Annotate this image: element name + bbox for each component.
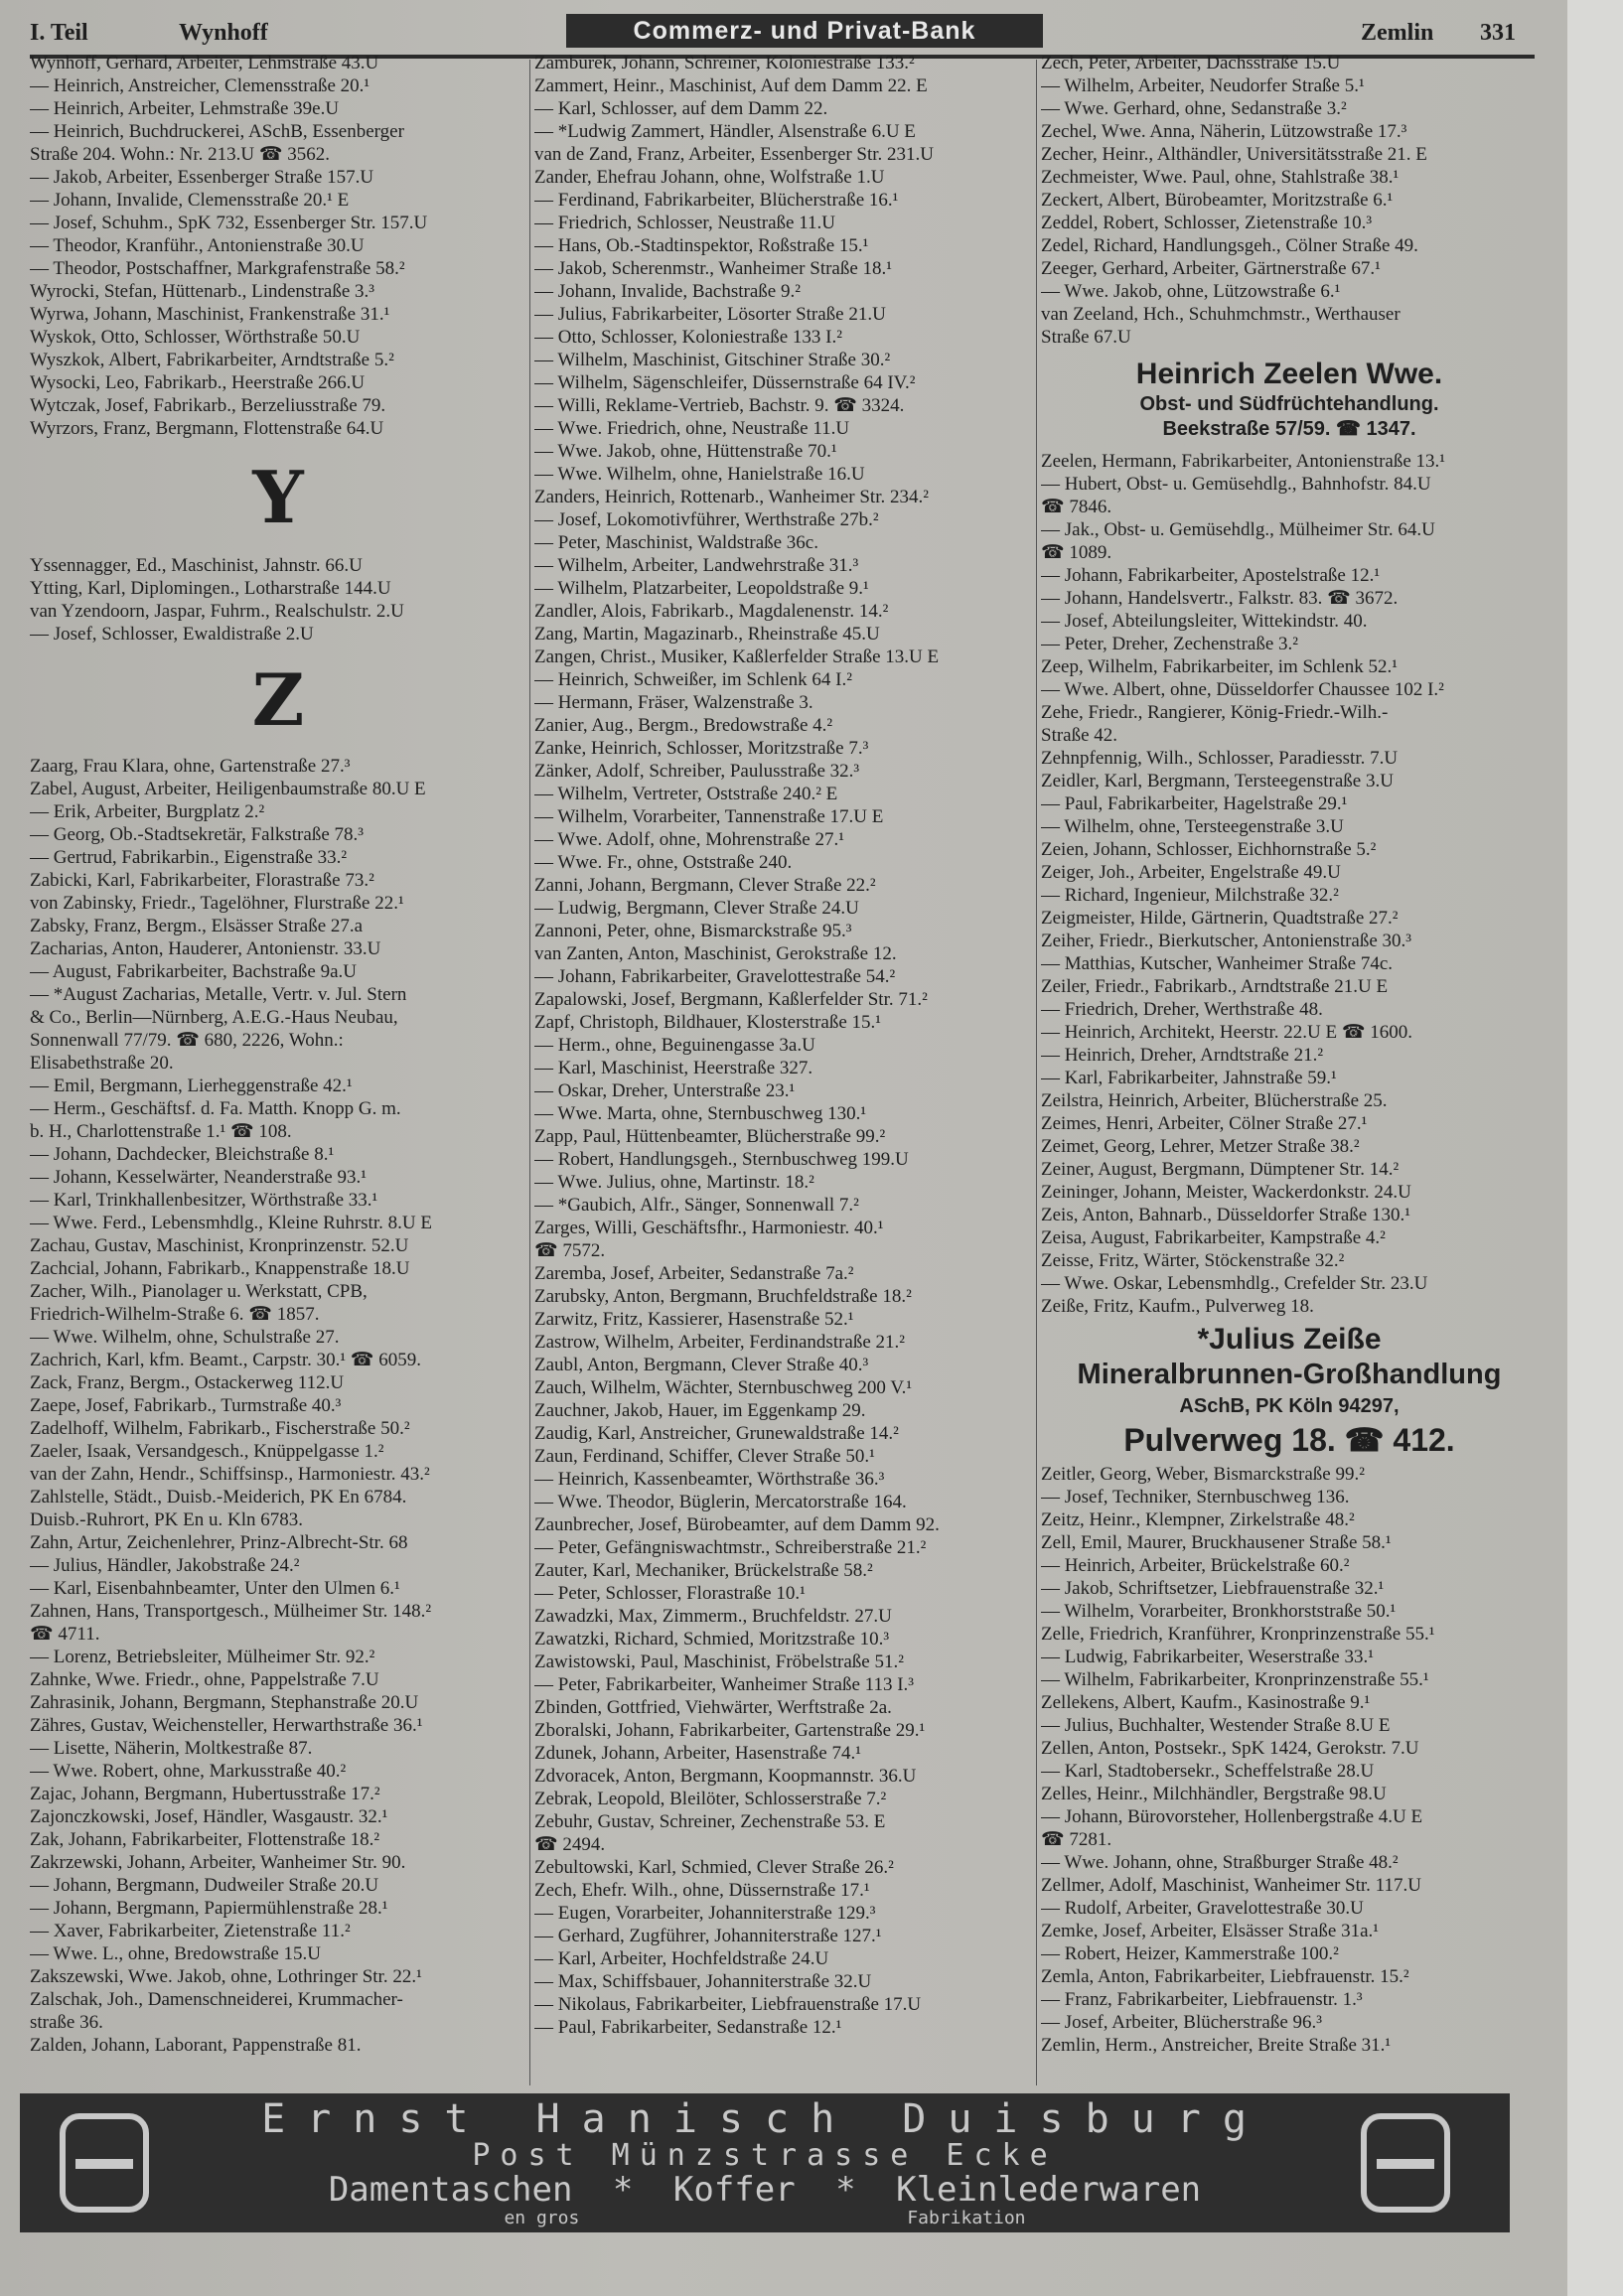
list-item: Zanders, Heinrich, Rottenarb., Wanheimer Str. 234.² [534,487,929,507]
list-item: — Heinrich, Architekt, Heerstr. 22.U E ☎ 1600. [1041,1022,1413,1043]
advertisement-line: Heinrich Zeelen Wwe. [1135,358,1443,390]
list-item: Zeitler, Georg, Weber, Bismarckstraße 99.² [1041,1464,1365,1485]
list-item: — Nikolaus, Fabrikarbeiter, Liebfrauenstraße 17.U [534,1994,922,2015]
list-item: — Karl, Fabrikarbeiter, Jahnstraße 59.¹ [1041,1068,1337,1088]
list-item: Zabsky, Franz, Bergm., Elsässer Straße 27.a [30,916,364,936]
list-item: & Co., Berlin—Nürnberg, A.E.G.-Haus Neubau, [30,1007,398,1028]
list-item: ☎ 4711. [30,1624,100,1645]
list-item: Zeien, Johann, Schlosser, Eichhornstraße 5.² [1041,839,1377,860]
advert-note-mid: en gros [504,2208,580,2228]
list-item: Zapalowski, Josef, Bergmann, Kaßlerfelder Str. 71.² [534,989,928,1010]
list-item: Zawistowski, Paul, Maschinist, Fröbelstraße 51.² [534,1651,904,1672]
list-item: Zabel, August, Arbeiter, Heiligenbaumstraße 80.U E [30,779,426,799]
list-item: Wyrzors, Franz, Bergmann, Flottenstraße 64.U [30,418,384,439]
list-item: — Eugen, Vorarbeiter, Johanniterstraße 129.³ [534,1903,876,1924]
list-item: — Julius, Fabrikarbeiter, Lösorter Straße 21.U [534,304,886,325]
list-item: — Wwe. Oskar, Lebensmhdlg., Crefelder Str. 23.U [1041,1273,1428,1294]
list-item: Zaarg, Frau Klara, ohne, Gartenstraße 27.³ [30,756,351,777]
list-item: Zauter, Karl, Mechaniker, Brückelstraße 58.² [534,1560,873,1581]
list-item: — Karl, Maschinist, Heerstraße 327. [534,1058,813,1078]
list-item: — Josef, Techniker, Sternbuschweg 136. [1041,1487,1350,1507]
list-item: Zacharias, Anton, Hauderer, Antonienstr. 33.U [30,938,381,959]
list-item: — Max, Schiffsbauer, Johanniterstraße 32.U [534,1971,872,1992]
list-item: van der Zahn, Hendr., Schiffsinsp., Harmoniestr. 43.² [30,1464,430,1485]
first-entry: Wynhoff [179,20,268,46]
list-item: Zaudig, Karl, Anstreicher, Grunewaldstraße 14.² [534,1423,899,1444]
list-item: — Wwe. Wilhelm, ohne, Hanielstraße 16.U [534,464,865,485]
list-item: Zeidler, Karl, Bergmann, Tersteegenstraße 3.U [1041,771,1394,791]
list-item: van Yzendoorn, Jaspar, Fuhrm., Realschulstr. 2.U [30,601,404,622]
list-item: Zeilstra, Heinrich, Arbeiter, Blücherstraße 25. [1041,1090,1388,1111]
list-item: — Johann, Kesselwärter, Neanderstraße 93.¹ [30,1167,367,1188]
list-item: — Josef, Lokomotivführer, Werthstraße 27b.² [534,509,879,530]
list-item: — Wilhelm, ohne, Tersteegenstraße 3.U [1041,816,1344,837]
list-item: — Karl, Stadtobersekr., Scheffelstraße 28.U [1041,1761,1375,1782]
list-item: Elisabethstraße 20. [30,1053,174,1074]
list-item: — Emil, Bergmann, Lierheggenstraße 42.¹ [30,1076,353,1096]
list-item: — Peter, Gefängniswachtmstr., Schreiberstraße 21.² [534,1537,927,1558]
list-item: Zeckert, Albert, Bürobeamter, Moritzstraße 6.¹ [1041,190,1394,211]
list-item: Zaubl, Anton, Bergmann, Clever Straße 40.³ [534,1355,869,1375]
part-label: I. Teil [30,20,88,46]
list-item: Zehnpfennig, Wilh., Schlosser, Paradiesstr. 7.U [1041,748,1399,769]
list-item: — Heinrich, Buchdruckerei, ASchB, Essenberger [30,121,404,142]
list-item: Zehe, Friedr., Rangierer, König-Friedr.-Wilh.- [1041,702,1389,723]
list-item: Zachrich, Karl, kfm. Beamt., Carpstr. 30.¹ ☎ 6059. [30,1350,421,1370]
list-item: Zähres, Gustav, Weichensteller, Herwarthstraße 36.¹ [30,1715,423,1736]
list-item: — Herm., ohne, Beguinengasse 3a.U [534,1035,815,1056]
list-item: — Wwe. Friedrich, ohne, Neustraße 11.U [534,418,850,439]
list-item: Wytczak, Josef, Fabrikarb., Berzeliusstraße 79. [30,395,386,416]
list-item: — Karl, Trinkhallenbesitzer, Wörthstraße 33.¹ [30,1190,378,1211]
list-item: — Hermann, Fräser, Walzenstraße 3. [534,692,813,713]
list-item: Zaun, Ferdinand, Schiffer, Clever Straße 50.¹ [534,1446,875,1467]
list-item: Zalschak, Joh., Damenschneiderei, Krummacher- [30,1989,403,2010]
list-item: — Johann, Bergmann, Dudweiler Straße 20.U [30,1875,379,1896]
list-item: — Heinrich, Arbeiter, Lehmstraße 39e.U [30,98,340,119]
list-item: — Wwe. Robert, ohne, Markusstraße 40.² [30,1761,347,1782]
list-item: — Heinrich, Schweißer, im Schlenk 64 I.² [534,669,852,690]
advertisement-line: Pulverweg 18. ☎ 412. [1123,1422,1455,1458]
list-item: — *Ludwig Zammert, Händler, Alsenstraße 6.U E [534,121,916,142]
list-item: Zander, Ehefrau Johann, ohne, Wolfstraße 1.U [534,167,885,188]
list-item: — Robert, Handlungsgeh., Sternbuschweg 199.U [534,1149,909,1170]
list-item: — Julius, Händler, Jakobstraße 24.² [30,1555,300,1576]
advertisement [1041,349,1538,450]
advert-products: Damentaschen * Koffer * Kleinlederwaren [328,2170,1202,2210]
advert-street: Post Münzstrasse Ecke [472,2138,1058,2173]
list-item: Zeiler, Friedr., Fabrikarb., Arndtstraße 21.U E [1041,976,1389,997]
list-item: — Heinrich, Kassenbeamter, Wörthstraße 36.³ [534,1469,885,1490]
page-number: 331 [1480,20,1516,46]
list-item: Zahnen, Hans, Transportgesch., Mülheimer Str. 148.² [30,1601,432,1622]
list-item: Zech, Ehefr. Wilh., ohne, Düssernstraße 17.¹ [534,1880,870,1901]
list-item: Zech, Peter, Arbeiter, Dachsstraße 15.U [1041,53,1341,73]
handbag-icon [60,2113,149,2213]
list-item: — Wilhelm, Arbeiter, Landwehrstraße 31.³ [534,555,859,576]
list-item: Zamburek, Johann, Schreiner, Koloniestraße 133.² [534,53,915,73]
list-item: Zastrow, Wilhelm, Arbeiter, Ferdinandstraße 21.² [534,1332,905,1353]
list-item: Wysocki, Leo, Fabrikarb., Heerstraße 266.U [30,372,366,393]
advertisement [1041,1318,1538,1463]
list-item: — Wwe. Ferd., Lebensmhdlg., Kleine Ruhrstr. 8.U E [30,1213,432,1233]
list-item: Zaremba, Josef, Arbeiter, Sedanstraße 7a.² [534,1263,854,1284]
list-item: — *Gaubich, Alfr., Sänger, Sonnenwall 7.² [534,1195,859,1216]
list-item: Zahrasinik, Johann, Bergmann, Stephanstraße 20.U [30,1692,419,1713]
list-item: Straße 67.U [1041,327,1131,348]
list-item: — Jak., Obst- u. Gemüsehdlg., Mülheimer Str. 64.U [1041,519,1435,540]
list-item: Yssennagger, Ed., Maschinist, Jahnstr. 66.U [30,555,363,576]
list-item: Zellekens, Albert, Kaufm., Kasinostraße 9.¹ [1041,1692,1371,1713]
list-item: van Zanten, Anton, Maschinist, Gerokstraße 12. [534,943,897,964]
list-item: Ytting, Karl, Diplomingen., Lotharstraße 144.U [30,578,391,599]
list-item: — Theodor, Kranführ., Antonienstraße 30.U [30,235,365,256]
list-item: Zakszewski, Wwe. Jakob, ohne, Lothringer Str. 22.¹ [30,1966,422,1987]
list-item: — Wwe. Theodor, Büglerin, Mercatorstraße 164. [534,1492,907,1512]
list-item: Zak, Johann, Fabrikarbeiter, Flottenstraße 18.² [30,1829,380,1850]
list-item: — Josef, Schuhm., SpK 732, Essenberger Str. 157.U [30,213,428,233]
list-item: — Johann, Bergmann, Papiermühlenstraße 28.¹ [30,1898,388,1919]
list-item: — Matthias, Kutscher, Wanheimer Straße 74c. [1041,953,1394,974]
list-item: Zechel, Wwe. Anna, Näherin, Lützowstraße 17.³ [1041,121,1407,142]
list-item: — Josef, Schlosser, Ewaldistraße 2.U [30,624,314,645]
list-item: Zemlin, Herm., Anstreicher, Breite Straße 31.¹ [1041,2035,1392,2056]
list-item: — Ludwig, Bergmann, Clever Straße 24.U [534,898,859,919]
list-item: Zajac, Johann, Bergmann, Hubertusstraße 17.² [30,1784,380,1804]
list-item: Zeiner, August, Bergmann, Dümptener Str. 14.² [1041,1159,1400,1180]
list-item: Zabicki, Karl, Fabrikarbeiter, Florastraße 73.² [30,870,374,891]
list-item: Zellmer, Adolf, Maschinist, Wanheimer Str. 117.U [1041,1875,1421,1896]
list-item: — Johann, Fabrikarbeiter, Apostelstraße 12.¹ [1041,565,1381,586]
list-item: — Wilhelm, Vorarbeiter, Tannenstraße 17.U E [534,806,884,827]
list-item: — Wwe. Fr., ohne, Oststraße 240. [534,852,793,873]
list-item: Zakrzewski, Johann, Arbeiter, Wanheimer Str. 90. [30,1852,406,1873]
list-item: Zawadzki, Max, Zimmerm., Bruchfeldstr. 27.U [534,1606,892,1627]
list-item: — Johann, Invalide, Clemensstraße 20.¹ E [30,190,350,211]
list-item: — Willi, Reklame-Vertrieb, Bachstr. 9. ☎ 3324. [534,395,905,416]
list-item: Zahnke, Wwe. Friedr., ohne, Pappelstraße 7.U [30,1669,379,1690]
list-item: — Robert, Heizer, Kammerstraße 100.² [1041,1943,1339,1964]
list-item: — August, Fabrikarbeiter, Bachstraße 9a.U [30,961,358,982]
list-item: Zahn, Artur, Zeichenlehrer, Prinz-Albrecht-Str. 68 [30,1532,408,1553]
list-item: van de Zand, Franz, Arbeiter, Essenberger Str. 231.U [534,144,935,165]
list-item: — Johann, Fabrikarbeiter, Gravelottestraße 54.² [534,966,896,987]
list-item: — Gertrud, Fabrikarbin., Eigenstraße 33.² [30,847,348,868]
list-item: Zeelen, Hermann, Fabrikarbeiter, Antonienstraße 13.¹ [1041,451,1445,472]
list-item: — Julius, Buchhalter, Westender Straße 8.U E [1041,1715,1391,1736]
list-item: — Wwe. Jakob, ohne, Hüttenstraße 70.¹ [534,441,837,462]
list-item: Zänker, Adolf, Schreiber, Paulusstraße 32.³ [534,761,860,782]
list-item: Zdunek, Johann, Arbeiter, Hasenstraße 74.¹ [534,1743,861,1764]
list-item: — Xaver, Fabrikarbeiter, Zietenstraße 11.² [30,1921,351,1941]
list-item: Wyszkok, Albert, Fabrikarbeiter, Arndtstraße 5.² [30,350,394,370]
list-item: Zangen, Christ., Musiker, Kaßlerfelder Straße 13.U E [534,646,940,667]
list-item: Zarges, Willi, Geschäftsfhr., Harmoniestr. 40.¹ [534,1218,884,1238]
list-item: ☎ 1089. [1041,542,1112,563]
advertisement-line: Obst- und Südfrüchtehandlung. [1139,393,1439,415]
list-item: — Peter, Fabrikarbeiter, Wanheimer Straße 113 I.³ [534,1674,914,1695]
list-item: Zell, Emil, Maurer, Bruckhausener Straße 58.¹ [1041,1532,1392,1553]
column-divider [529,60,530,2085]
list-item: Zeininger, Johann, Meister, Wackerdonkstr. 24.U [1041,1182,1411,1203]
list-item: — Ferdinand, Fabrikarbeiter, Blücherstraße 16.¹ [534,190,899,211]
list-item: Zeisa, August, Fabrikarbeiter, Kampstraße 4.² [1041,1227,1386,1248]
list-item: — Josef, Arbeiter, Blücherstraße 96.³ [1041,2012,1322,2033]
list-item: — Wwe. Albert, ohne, Düsseldorfer Chaussee 102 I.² [1041,679,1444,700]
list-item: Zack, Franz, Bergm., Ostackerweg 112.U [30,1372,345,1393]
list-item: Sonnenwall 77/79. ☎ 680, 2226, Wohn.: [30,1030,344,1051]
list-item: Duisb.-Ruhrort, PK En u. Kln 6783. [30,1509,303,1530]
list-item: Zeeger, Gerhard, Arbeiter, Gärtnerstraße 67.¹ [1041,258,1381,279]
list-item: Wyskok, Otto, Schlosser, Wörthstraße 50.U [30,327,361,348]
list-item: Zelles, Heinr., Milchhändler, Bergstraße 98.U [1041,1784,1387,1804]
list-item: Zandler, Alois, Fabrikarb., Magdalenenstr. 14.² [534,601,889,622]
list-item: Zeep, Wilhelm, Fabrikarbeiter, im Schlenk 52.¹ [1041,656,1398,677]
list-item: — Johann, Handelsvertr., Falkstr. 83. ☎ 3672. [1041,588,1399,609]
list-item: — Wwe. Gerhard, ohne, Sedanstraße 3.² [1041,98,1347,119]
list-item: — Gerhard, Zugführer, Johanniterstraße 127.¹ [534,1926,882,1946]
list-item: Zarwitz, Fritz, Kassierer, Hasenstraße 52.¹ [534,1309,854,1330]
list-item: straße 36. [30,2012,103,2033]
list-item: — Josef, Abteilungsleiter, Wittekindstr. 40. [1041,611,1368,632]
list-item: — Heinrich, Anstreicher, Clemensstraße 20.¹ [30,75,370,96]
list-item: Zauchner, Jakob, Hauer, im Eggenkamp 29. [534,1400,866,1421]
list-item: — Karl, Eisenbahnbeamter, Unter den Ulmen 6.¹ [30,1578,400,1599]
list-item: — Ludwig, Fabrikarbeiter, Weserstraße 33.¹ [1041,1647,1374,1667]
list-item: Zachau, Gustav, Maschinist, Kronprinzenstr. 52.U [30,1235,409,1256]
list-item: — Johann, Bürovorsteher, Hollenbergstraße 4.U E [1041,1806,1423,1827]
list-item: Zajonczkowski, Josef, Händler, Wasgaustr. 32.¹ [30,1806,388,1827]
list-item: — Herm., Geschäftsf. d. Fa. Matth. Knopp G. m. [30,1098,401,1119]
list-item: Zaeler, Isaak, Versandgesch., Knüppelgasse 1.² [30,1441,384,1462]
list-item: Zemla, Anton, Fabrikarbeiter, Liebfrauenstr. 15.² [1041,1966,1409,1987]
list-item: b. H., Charlottenstraße 1.¹ ☎ 108. [30,1121,292,1142]
section-letter: Z [251,657,305,742]
advertisement-line: Beekstraße 57/59. ☎ 1347. [1162,418,1416,440]
column-3 [1041,52,1538,2057]
advertisement-line: ASchB, PK Köln 94297, [1179,1395,1400,1417]
list-item: — Jakob, Arbeiter, Essenberger Straße 157.U [30,167,374,188]
list-item: Zebultowski, Karl, Schmied, Clever Straße 26.² [534,1857,894,1878]
list-item: — Hubert, Obst- u. Gemüsehdlg., Bahnhofstr. 84.U [1041,474,1431,495]
list-item: Friedrich-Wilhelm-Straße 6. ☎ 1857. [30,1304,320,1325]
list-item: — Wilhelm, Arbeiter, Neudorfer Straße 5.¹ [1041,75,1365,96]
list-item: — Heinrich, Dreher, Arndtstraße 21.² [1041,1045,1324,1066]
list-item: Zahlstelle, Städt., Duisb.-Meiderich, PK En 6784. [30,1487,407,1507]
list-item: Zeisse, Fritz, Wärter, Stöckenstraße 32.² [1041,1250,1345,1271]
list-item: Zaepe, Josef, Fabrikarb., Turmstraße 40.³ [30,1395,342,1416]
list-item: — Wwe. L., ohne, Bredowstraße 15.U [30,1943,322,1964]
list-item: — Wilhelm, Vorarbeiter, Bronkhorststraße 50.¹ [1041,1601,1397,1622]
list-item: Zapp, Paul, Hüttenbeamter, Blücherstraße 99.² [534,1126,886,1147]
list-item: Wynhoff, Gerhard, Arbeiter, Lehmstraße 43.U [30,53,379,73]
list-item: Wyrwa, Johann, Maschinist, Frankenstraße 31.¹ [30,304,390,325]
list-item: Zachcial, Johann, Fabrikarb., Knappenstraße 18.U [30,1258,410,1279]
list-item: — Wwe. Marta, ohne, Sternbuschweg 130.¹ [534,1103,867,1124]
list-item: Zbinden, Gottfried, Viehwärter, Werftstraße 2a. [534,1697,892,1718]
list-item: — Wwe. Julius, ohne, Martinstr. 18.² [534,1172,814,1193]
list-item: ☎ 7281. [1041,1829,1112,1850]
advertisement-line: Mineralbrunnen-Großhandlung [1077,1359,1502,1390]
list-item: — *August Zacharias, Metalle, Vertr. v. Jul. Stern [30,984,407,1005]
list-item: Zelle, Friedrich, Kranführer, Kronprinzenstraße 55.¹ [1041,1624,1435,1645]
list-item: — Theodor, Postschaffner, Markgrafenstraße 58.² [30,258,405,279]
suitcase-icon [1361,2113,1450,2213]
list-item: Zeis, Anton, Bahnarb., Düsseldorfer Straße 130.¹ [1041,1205,1410,1225]
list-item: ☎ 2494. [534,1834,606,1855]
list-item: — Friedrich, Schlosser, Neustraße 11.U [534,213,835,233]
advert-name: Ernst Hanisch Duisburg [261,2096,1268,2142]
list-item: Zeimes, Henri, Arbeiter, Cölner Straße 27.¹ [1041,1113,1368,1134]
list-item: Zanke, Heinrich, Schlosser, Moritzstraße 7.³ [534,738,869,759]
list-item: — Heinrich, Arbeiter, Brückelstraße 60.² [1041,1555,1350,1576]
list-item: — Jakob, Scherenmstr., Wanheimer Straße 18.¹ [534,258,892,279]
list-item: Zanier, Aug., Bergm., Bredowstraße 4.² [534,715,833,736]
list-item: Zecher, Heinr., Althändler, Universitätsstraße 21. E [1041,144,1427,165]
list-item: — Otto, Schlosser, Koloniestraße 133 I.² [534,327,842,348]
list-item: Zammert, Heinr., Maschinist, Auf dem Damm 22. E [534,75,928,96]
list-item: — Karl, Arbeiter, Hochfeldstraße 24.U [534,1948,829,1969]
list-item: Zebuhr, Gustav, Schreiner, Zechenstraße 53. E [534,1811,886,1832]
list-item: Zeddel, Robert, Schlosser, Zietenstraße 10.³ [1041,213,1373,233]
section-letter: Y [252,455,304,539]
list-item: — Richard, Ingenieur, Milchstraße 32.² [1041,885,1339,906]
column-divider [1036,60,1037,2085]
list-item: — Hans, Ob.-Stadtinspektor, Roßstraße 15.¹ [534,235,869,256]
column-1 [30,52,526,2057]
list-item: ☎ 7572. [534,1240,606,1261]
list-item: van Zeeland, Hch., Schuhmchmstr., Werthauser [1041,304,1401,325]
list-item: Zellen, Anton, Postsekr., SpK 1424, Gerokstr. 7.U [1041,1738,1419,1759]
list-item: ☎ 7846. [1041,497,1112,517]
list-item: — Wwe. Adolf, ohne, Mohrenstraße 27.¹ [534,829,844,850]
list-item: Zeiße, Fritz, Kaufm., Pulverweg 18. [1041,1296,1314,1317]
list-item: Zedel, Richard, Handlungsgeh., Cölner Straße 49. [1041,235,1418,256]
list-item: — Peter, Maschinist, Waldstraße 36c. [534,532,818,553]
list-item: — Oskar, Dreher, Unterstraße 23.¹ [534,1080,796,1101]
list-item: Zang, Martin, Magazinarb., Rheinstraße 45.U [534,624,880,645]
list-item: — Karl, Schlosser, auf dem Damm 22. [534,98,828,119]
list-item: — Wilhelm, Fabrikarbeiter, Kronprinzenstraße 55.¹ [1041,1669,1429,1690]
list-item: — Erik, Arbeiter, Burgplatz 2.² [30,801,265,822]
list-item: Wyrocki, Stefan, Hüttenarb., Lindenstraße 3.³ [30,281,374,302]
list-item: — Jakob, Schriftsetzer, Liebfrauenstraße 32.¹ [1041,1578,1385,1599]
list-item: Zacher, Wilh., Pianolager u. Werkstatt, CPB, [30,1281,368,1302]
list-item: — Wwe. Wilhelm, ohne, Schulstraße 27. [30,1327,340,1348]
list-item: Straße 204. Wohn.: Nr. 213.U ☎ 3562. [30,144,331,165]
list-item: Zechmeister, Wwe. Paul, ohne, Stahlstraße 38.¹ [1041,167,1400,188]
list-item: Zboralski, Johann, Fabrikarbeiter, Gartenstraße 29.¹ [534,1720,926,1741]
list-item: — Franz, Fabrikarbeiter, Liebfrauenstr. 1.³ [1041,1989,1363,2010]
list-item: — Peter, Dreher, Zechenstraße 3.² [1041,634,1298,654]
list-item: Zauch, Wilhelm, Wächter, Sternbuschweg 200 V.¹ [534,1377,913,1398]
list-item: Zapf, Christoph, Bildhauer, Klosterstraße 15.¹ [534,1012,881,1033]
bank-advert: Commerz- und Privat-Bank [566,14,1043,48]
footer-advert [20,2093,1510,2232]
list-item: Zeiger, Joh., Arbeiter, Engelstraße 49.U [1041,862,1341,883]
list-item: von Zabinsky, Friedr., Tagelöhner, Flurstraße 22.¹ [30,893,404,914]
list-item: — Georg, Ob.-Stadtsekretär, Falkstraße 78.³ [30,824,364,845]
list-item: Zarubsky, Anton, Bergmann, Bruchfeldstraße 18.² [534,1286,912,1307]
advertisement-line: *Julius Zeiße [1197,1323,1382,1356]
list-item: Zawatzki, Richard, Schmied, Moritzstraße 10.³ [534,1629,890,1650]
list-item: Zeiher, Friedr., Bierkutscher, Antonienstraße 30.³ [1041,931,1411,951]
list-item: — Rudolf, Arbeiter, Gravelottestraße 30.U [1041,1898,1364,1919]
list-item: Zdvoracek, Anton, Bergmann, Koopmannstr. 36.U [534,1766,917,1787]
advert-note-right: Fabrikation [907,2208,1026,2228]
list-item: — Paul, Fabrikarbeiter, Sedanstraße 12.¹ [534,2017,842,2038]
list-item: Zeigmeister, Hilde, Gärtnerin, Quadtstraße 27.² [1041,908,1399,929]
list-item: Zemke, Josef, Arbeiter, Elsässer Straße 31a.¹ [1041,1921,1379,1941]
list-item: — Friedrich, Dreher, Werthstraße 48. [1041,999,1323,1020]
list-item: — Johann, Dachdecker, Bleichstraße 8.¹ [30,1144,335,1165]
list-item: — Johann, Invalide, Bachstraße 9.² [534,281,801,302]
list-item: Zaunbrecher, Josef, Bürobeamter, auf dem Damm 92. [534,1514,940,1535]
list-item: — Paul, Fabrikarbeiter, Hagelstraße 29.¹ [1041,793,1348,814]
list-item: — Wwe. Johann, ohne, Straßburger Straße 48.² [1041,1852,1399,1873]
list-item: Zalden, Johann, Laborant, Pappenstraße 81. [30,2035,362,2056]
list-item: Zadelhoff, Wilhelm, Fabrikarb., Fischerstraße 50.² [30,1418,410,1439]
list-item: Straße 42. [1041,725,1118,746]
list-item: — Lisette, Näherin, Moltkestraße 87. [30,1738,313,1759]
list-item: Zannoni, Peter, ohne, Bismarckstraße 95.³ [534,921,852,941]
list-item: — Wilhelm, Platzarbeiter, Leopoldstraße 9.¹ [534,578,869,599]
list-item: Zeitz, Heinr., Klempner, Zirkelstraße 48.² [1041,1509,1355,1530]
column-2 [534,52,1033,2039]
page-header [30,14,1535,54]
list-item: Zeimet, Georg, Lehrer, Metzer Straße 38.² [1041,1136,1360,1157]
list-item: Zanni, Johann, Bergmann, Clever Straße 22.² [534,875,876,896]
list-item: — Wwe. Jakob, ohne, Lützowstraße 6.¹ [1041,281,1341,302]
list-item: — Wilhelm, Sägenschleifer, Düssernstraße 64 IV.² [534,372,916,393]
list-item: — Lorenz, Betriebsleiter, Mülheimer Str. 92.² [30,1647,375,1667]
list-item: — Peter, Schlosser, Florastraße 10.¹ [534,1583,806,1604]
list-item: Zebrak, Leopold, Bleilöter, Schlosserstraße 7.² [534,1789,887,1809]
list-item: — Wilhelm, Vertreter, Oststraße 240.² E [534,784,838,804]
last-entry: Zemlin [1361,20,1434,46]
list-item: — Wilhelm, Maschinist, Gitschiner Straße 30.² [534,350,891,370]
